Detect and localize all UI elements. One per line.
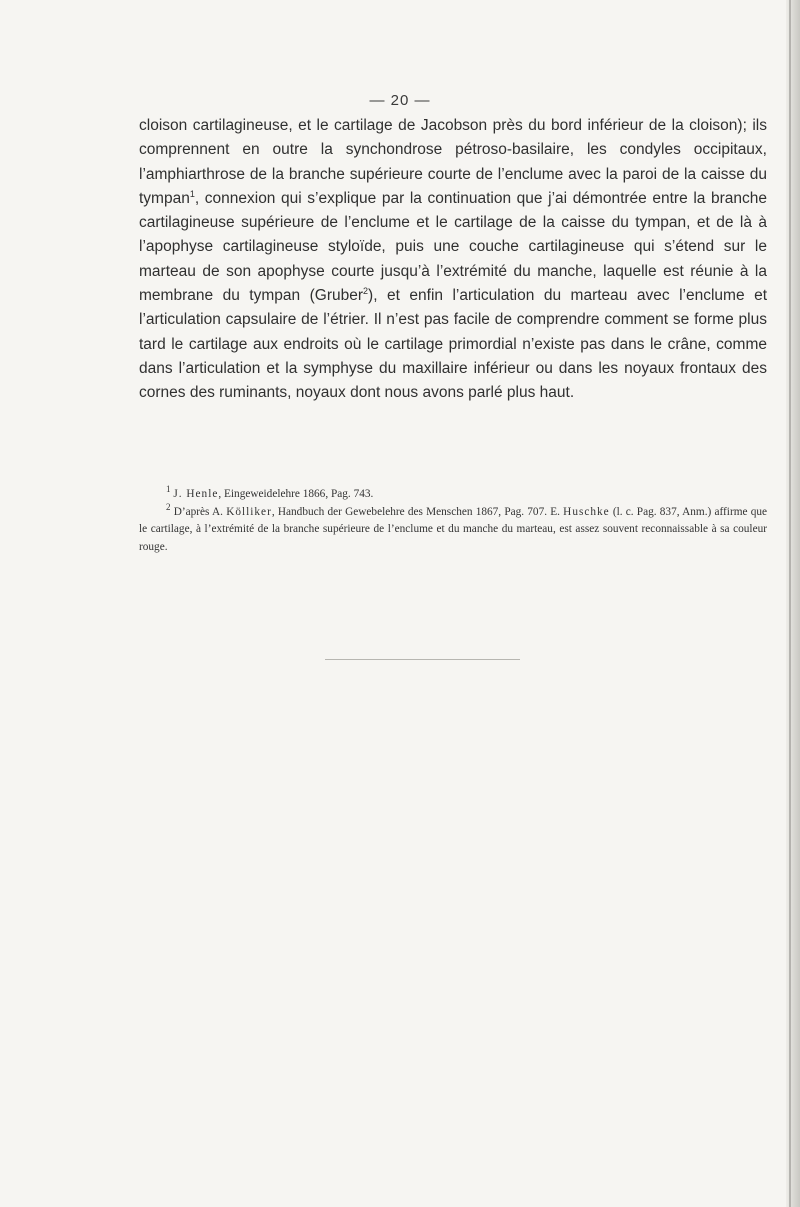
footnote-2-author-huschke: Huschke xyxy=(563,505,610,518)
footnote-2-author-kolliker: Kölliker xyxy=(226,505,272,518)
footnote-1-mark: 1 xyxy=(166,484,171,495)
footnotes xyxy=(139,486,767,556)
footnote-reference-1[interactable]: 1 xyxy=(189,188,195,199)
footnote-2-post: (l. c. Pag. 837, Anm.) affirme que le cartilage, à l’extrémité de la branche supérieure de l’enclume et du manche du marteau, est assez souvent reconnaissable à sa couleur rouge. xyxy=(139,505,767,553)
paragraph-text-part-2: , connexion qui s’explique par la continuation que j’ai démontrée entre la branche cartilagineuse supérieure de l’enclume et le cartilage de la caisse du tympan, et de là à l’apophyse cartilagineuse styloïde, puis une couche cartilagineuse qui s’étend sur le marteau de son apophyse courte jusqu’à l’extrémité du manche, laquelle est réunie à la membrane du tympan (Gruber xyxy=(139,189,767,305)
main-paragraph xyxy=(139,114,767,406)
paragraph-text-part-1: cloison cartilagineuse, et le cartilage de Jacobson près du bord inférieur de la cloison); ils comprennent en outre la synchondrose pétroso-basilaire, les condyles occipitaux, l’amphiarthrose de la branche supérieure courte de l’enclume avec la paroi de la caisse du tympan xyxy=(139,117,767,207)
footnote-1-text: , Eingeweidelehre 1866, Pag. 743. xyxy=(218,488,374,500)
footnote-2-mid: , Handbuch der Gewebelehre des Menschen 1867, Pag. 707. E. xyxy=(271,505,564,518)
footnote-1 xyxy=(139,486,767,504)
footnote-2-pre: D’après A. xyxy=(173,505,227,518)
footnote-2 xyxy=(139,501,767,557)
page-edge-line xyxy=(789,0,791,1207)
footnote-1-author: J. Henle xyxy=(173,488,219,500)
section-divider xyxy=(325,659,520,660)
footnote-2-mark: 2 xyxy=(166,501,171,512)
paragraph-text-part-3: ), et enfin l’articulation du marteau avec l’enclume et l’articulation capsulaire de l’étrier. Il n’est pas facile de comprendre comment se forme plus tard le cartilage aux endroits où le cartilage primordial n’existe pas dans le crâne, comme dans l’articulation et la symphyse du maxillaire inférieur ou dans les noyaux frontaux des cornes des ruminants, noyaux dont nous avons parlé plus haut. xyxy=(139,287,767,402)
page-number: — 20 — xyxy=(369,92,431,109)
footnote-reference-2[interactable]: 2 xyxy=(363,285,369,296)
